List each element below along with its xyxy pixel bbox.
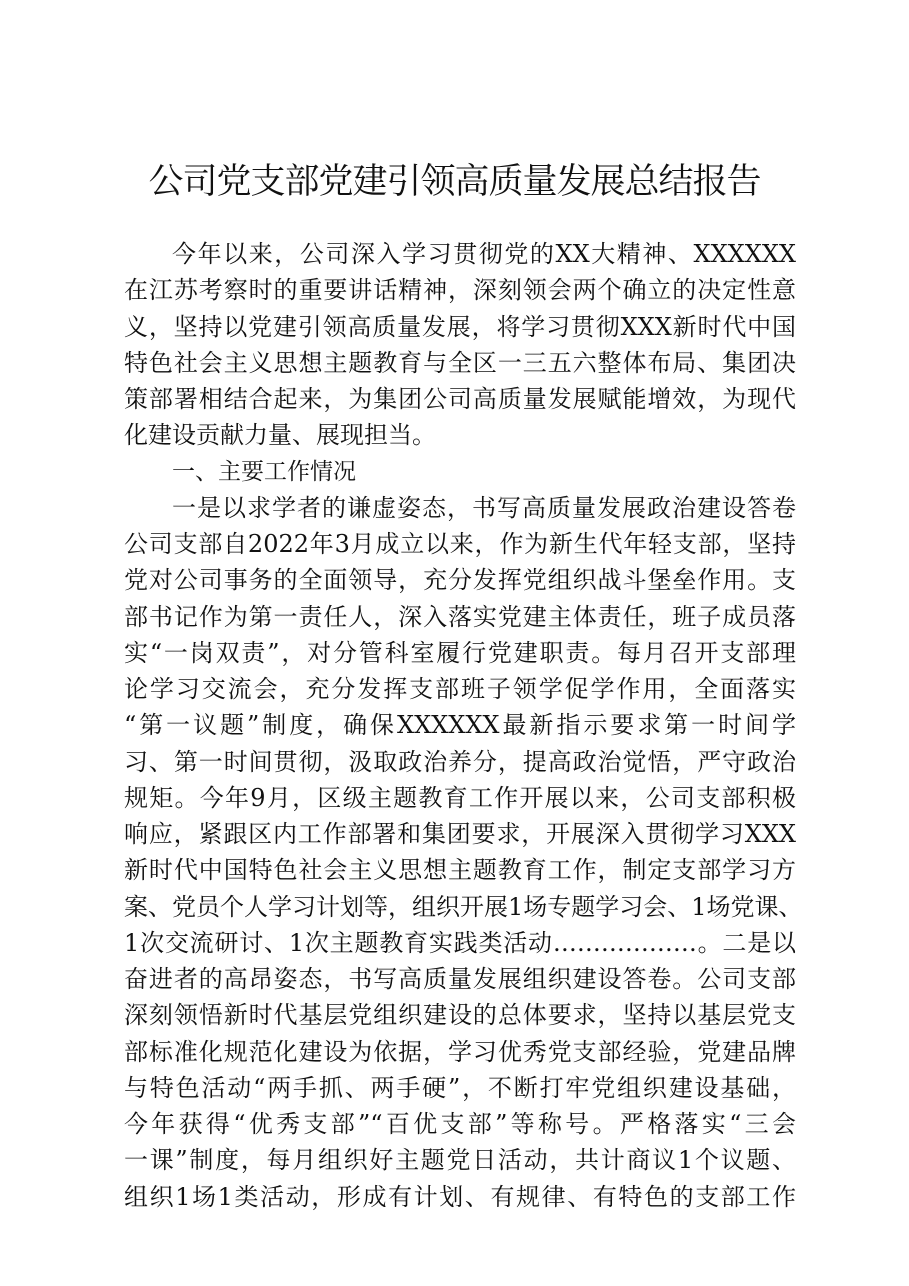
paragraph-line: 今年获得“优秀支部”“百优支部”等称号。严格落实“三会 (124, 1110, 796, 1138)
paragraph-line: 1次交流研讨、1次主题教育实践类活动………………。二是以 (124, 928, 796, 957)
paragraph-line: 部书记作为第一责任人，深入落实党建主体责任，班子成员落 (124, 602, 796, 631)
paragraph-line: 深刻领悟新时代基层党组织建设的总体要求，坚持以基层党支 (124, 1001, 796, 1030)
paragraph-line: 奋进者的高昂姿态，书写高质量发展组织建设答卷。公司支部 (124, 965, 796, 993)
paragraph-line: 响应，紧跟区内工作部署和集团要求，开展深入贯彻学习XXX (124, 820, 796, 848)
paragraph-line: 化建设贡献力量、展现担当。 (124, 421, 436, 450)
paragraph-line: 部标准化规范化建设为依据，学习优秀党支部经验，党建品牌 (124, 1037, 796, 1066)
paragraph-line: 新时代中国特色社会主义思想主题教育工作，制定支部学习方 (124, 856, 796, 885)
paragraph-line: 一课”制度，每月组织好主题党日活动，共计商议1个议题、 (124, 1146, 796, 1175)
paragraph-line: 党对公司事务的全面领导，充分发挥党组织战斗堡垒作用。支 (124, 566, 796, 595)
paragraph-line: 一是以求学者的谦虚姿态，书写高质量发展政治建设答卷 (172, 493, 796, 522)
paragraph-line: 规矩。今年9月，区级主题教育工作开展以来，公司支部积极 (124, 783, 796, 812)
document-body (124, 236, 803, 1215)
paragraph-line: 义，坚持以党建引领高质量发展，将学习贯彻XXX新时代中国 (124, 312, 796, 341)
paragraph-line: 在江苏考察时的重要讲话精神，深刻领会两个确立的决定性意 (124, 276, 796, 305)
paragraph-line: 策部署相结合起来，为集团公司高质量发展赋能增效，为现代 (124, 385, 796, 413)
paragraph-line: 案、党员个人学习计划等，组织开展1场专题学习会、1场党课、 (124, 892, 803, 921)
paragraph-line: 组织1场1类活动，形成有计划、有规律、有特色的支部工作 (124, 1182, 796, 1211)
document-title: 公司党支部党建引领高质量发展总结报告 (148, 162, 761, 202)
paragraph-line: 论学习交流会，充分发挥支部班子领学促学作用，全面落实 (124, 675, 796, 703)
paragraph-line: 实“一岗双责”，对分管科室履行党建职责。每月召开支部理 (124, 638, 796, 667)
paragraph-line: 特色社会主义思想主题教育与全区一三五六整体布局、集团决 (124, 348, 796, 377)
paragraph-line: 今年以来，公司深入学习贯彻党的XX大精神、XXXXXX (172, 240, 796, 268)
paragraph-line: 公司支部自2022年3月成立以来，作为新生代年轻支部，坚持 (124, 530, 796, 558)
paragraph-line: “第一议题”制度，确保XXXXXX最新指示要求第一时间学 (124, 711, 796, 740)
paragraph-line: 与特色活动“两手抓、两手硬”，不断打牢党组织建设基础， (124, 1073, 796, 1102)
section-heading: 一、主要工作情况 (172, 458, 356, 485)
paragraph-line: 习、第一时间贯彻，汲取政治养分，提高政治觉悟，严守政治 (124, 747, 796, 776)
